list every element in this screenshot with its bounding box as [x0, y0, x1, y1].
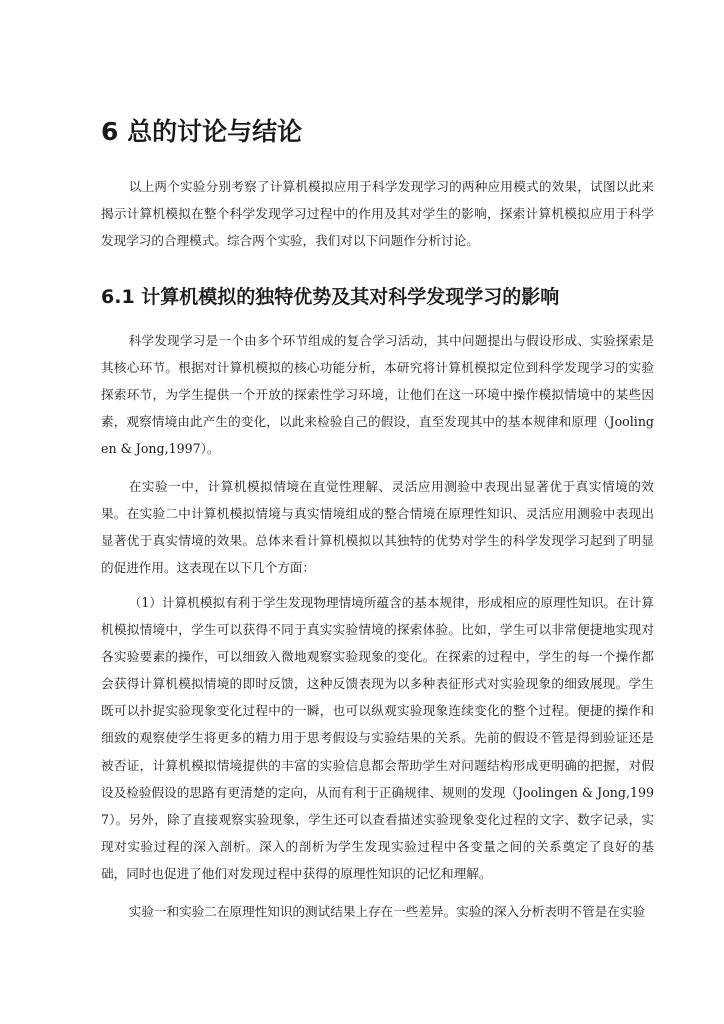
paragraph-discovery-learning: 科学发现学习是一个由多个环节组成的复合学习活动，其中问题提出与假设形成、实验探索是其核心环节。根据对计算机模拟的核心功能分析，本研究将计算机模拟定位到科学发现学习的实验探索环节，为学生提供一个开放的探索性学习环境，让他们在这一环境中操作模拟情境中的某些因素，观察情境由此产生的变化，以此来检验自己的假设，直至发现其中的基本规律和原理（Joolingen & Jong,1997）。	[101, 333, 654, 457]
section-title: 6.1 计算机模拟的独特优势及其对科学发现学习的影响	[101, 286, 560, 308]
paragraph-differences: 实验一和实验二在原理性知识的测试结果上存在一些差异。实验的深入分析表明不管是在实验	[128, 904, 646, 919]
intro-paragraph: 以上两个实验分别考察了计算机模拟应用于科学发现学习的两种应用模式的效果，试图以此来揭示计算机模拟在整个科学发现学习过程中的作用及其对学生的影响，探索计算机模拟应用于科学发现学习的合理模式。综合两个实验，我们对以下问题作分析讨论。	[101, 179, 654, 249]
chapter-title: 6 总的讨论与结论	[101, 117, 303, 146]
paragraph-experiment-results: 在实验一中，计算机模拟情境在直觉性理解、灵活应用测验中表现出显著优于真实情境的效果。在实验二中计算机模拟情境与真实情境组成的整合情境在原理性知识、灵活应用测验中表现出显著优于真实情境的效果。总体来看计算机模拟以其独特的优势对学生的科学发现学习起到了明显的促进作用。这表现在以下几个方面：	[101, 479, 654, 576]
paragraph-point-one: （1）计算机模拟有利于学生发现物理情境所蕴含的基本规律，形成相应的原理性知识。在计算机模拟情境中，学生可以获得不同于真实实验情境的探索体验。比如，学生可以非常便捷地实现对各实验要素的操作，可以细致入微地观察实验现象的变化。在探索的过程中，学生的每一个操作都会获得计算机模拟情境的即时反馈，这种反馈表现为以多种表征形式对实验现象的细致展现。学生既可以扑捉实验现象变化过程中的一瞬，也可以纵观实验现象连续变化的整个过程。便捷的操作和细致的观察使学生将更多的精力用于思考假设与实验结果的关系。先前的假设不管是得到验证还是被否证，计算机模拟情境提供的丰富的实验信息都会帮助学生对问题结构形成更明确的把握，对假设及检验假设的思路有更清楚的定向，从而有利于正确规律、规则的发现（Joolingen & Jong,1997）。另外，除了直接观察实验现象，学生还可以查看描述实验现象变化过程的文字、数字记录，实现对实验过程的深入剖析。深入的剖析为学生发现实验过程中各变量之间的关系奠定了良好的基础，同时也促进了他们对发现过程中获得的原理性知识的记忆和理解。	[101, 595, 654, 881]
